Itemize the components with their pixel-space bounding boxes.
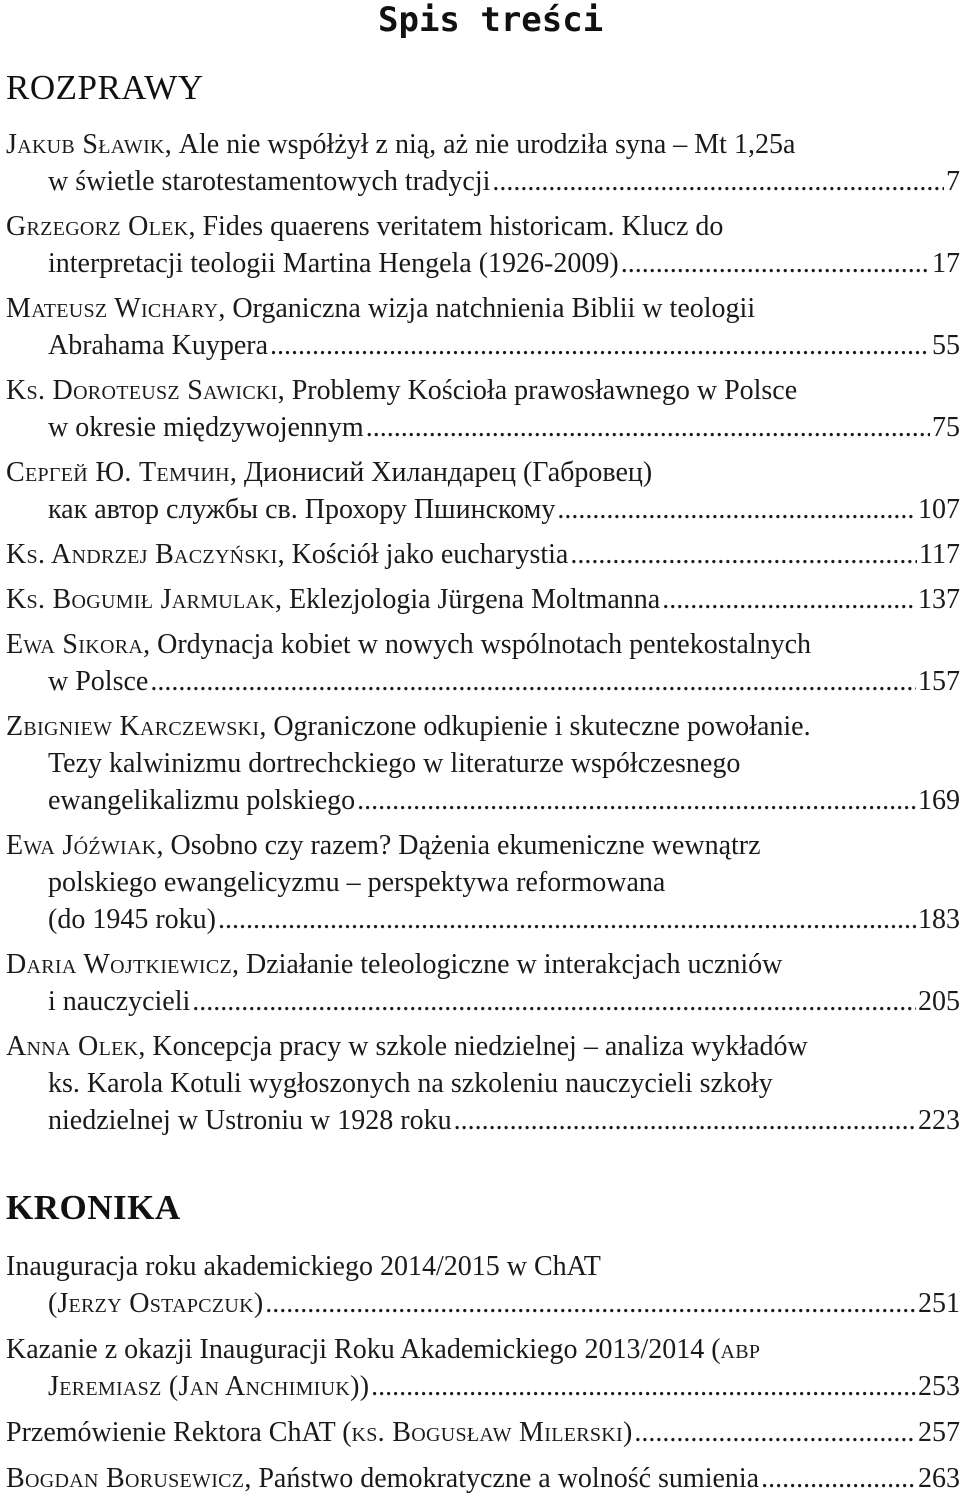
entry-title-line: polskiego ewangelicyzmu – perspektywa reformowana — [48, 867, 666, 898]
entry-title-line: Fides quaerens veritatem historicam. Klucz do — [202, 211, 724, 242]
entry-title-line: Osobno czy razem? Dążenia ekumeniczne wewnątrz — [170, 830, 761, 861]
entry-title-line: w okresie międzywojennym — [48, 412, 364, 443]
entry-title-line: i nauczycieli — [48, 986, 191, 1017]
leader-dots — [150, 663, 916, 700]
entry-title-line: niedzielnej w Ustroniu w 1928 roku — [48, 1105, 452, 1136]
entry-page-number: 107 — [918, 494, 960, 525]
section-heading-rozprawy: ROZPRAWY — [6, 68, 204, 107]
toc-entry[interactable] — [6, 290, 960, 364]
entry-title-line: Organiczna wizja natchnienia Biblii w teologii — [232, 293, 756, 324]
rozprawy-entries — [0, 126, 960, 1147]
entry-title-line: Ograniczone odkupienie i skuteczne powołanie. — [273, 711, 811, 742]
leader-dots — [454, 1102, 916, 1139]
entry-author: Zbigniew Karczewski — [6, 711, 260, 742]
entry-author: Jakub Sławik — [6, 129, 165, 160]
toc-entry[interactable] — [6, 1248, 960, 1322]
leader-dots — [492, 163, 944, 200]
entry-separator: , — [232, 949, 246, 980]
entry-title-line: Działanie teleologiczne w interakcjach uczniów — [246, 949, 783, 980]
leader-dots — [557, 491, 916, 528]
page-title: Spis treści — [378, 0, 604, 40]
entry-title-line: Дионисий Хиландарец (Габровец) — [243, 457, 653, 488]
kronika-entries — [0, 1248, 960, 1506]
entry-title-line: Tezy kalwinizmu dortrechckiego w literaturze współczesnego — [48, 748, 741, 779]
entry-author: Ks. Bogumił Jarmulak — [6, 584, 276, 615]
toc-entry[interactable] — [6, 536, 960, 573]
leader-dots — [621, 245, 930, 282]
entry-page-number: 205 — [918, 986, 960, 1017]
entry-title: Państwo demokratyczne a wolność sumienia — [258, 1463, 760, 1494]
entry-title-line: Ordynacja kobiet w nowych wspólnotach pentekostalnych — [157, 629, 812, 660]
entry-title-line: w Polsce — [48, 666, 149, 697]
entry-page-number: 157 — [918, 666, 960, 697]
toc-entry[interactable] — [6, 126, 960, 200]
entry-paren: ( — [48, 1288, 58, 1319]
leader-dots — [371, 1368, 916, 1405]
entry-page-number: 17 — [932, 248, 960, 279]
leader-dots — [192, 983, 916, 1020]
entry-page-number: 183 — [918, 904, 960, 935]
toc-entry[interactable] — [6, 1331, 960, 1405]
toc-entry[interactable] — [6, 626, 960, 700]
leader-dots — [570, 536, 917, 573]
entry-page-number: 263 — [918, 1463, 960, 1494]
entry-title: Przemówienie Rektora ChAT ( — [6, 1417, 352, 1448]
entry-author: Ewa Jóźwiak — [6, 830, 157, 861]
entry-separator: , — [275, 584, 290, 615]
entry-page-number: 223 — [918, 1105, 960, 1136]
entry-separator: , — [259, 711, 274, 742]
entry-title-line: как автор службы св. Прохору Пшинскому — [48, 494, 556, 525]
entry-author: Сергей Ю. Темчин — [6, 457, 230, 488]
leader-dots — [366, 409, 930, 446]
leader-dots — [218, 901, 916, 938]
entry-author: Ks. Andrzej Baczyński — [6, 539, 278, 570]
entry-author: Bogdan Borusewicz — [6, 1463, 245, 1494]
entry-title: Inauguracja roku akademickiego 2014/2015 w ChAT — [6, 1251, 601, 1282]
entry-title-line: Abrahama Kuypera — [48, 330, 269, 361]
entry-title-line: interpretacji teologii Martina Hengela (1926-2009) — [48, 248, 619, 279]
entry-page-number: 55 — [932, 330, 960, 361]
leader-dots — [761, 1460, 916, 1497]
entry-title-line: Koncepcja pracy w szkole niedzielnej – analiza wykładów — [152, 1031, 808, 1062]
entry-page-number: 75 — [932, 412, 960, 443]
entry-separator: , — [244, 1463, 259, 1494]
entry-page-number: 137 — [918, 584, 960, 615]
entry-separator: , — [277, 375, 292, 406]
entry-page-number: 7 — [946, 166, 960, 197]
toc-entry[interactable] — [6, 581, 960, 618]
entry-page-number: 257 — [918, 1417, 960, 1448]
leader-dots — [270, 327, 930, 364]
entry-title-line: ewangelikalizmu polskiego — [48, 785, 356, 816]
toc-entry[interactable] — [6, 827, 960, 938]
entry-title-line: (do 1945 roku) — [48, 904, 216, 935]
toc-entry[interactable] — [6, 708, 960, 819]
entry-page-number: 251 — [918, 1288, 960, 1319]
entry-author-title: abp — [720, 1334, 761, 1365]
entry-separator: , — [218, 293, 233, 324]
entry-page-number: 253 — [918, 1371, 960, 1402]
toc-entry[interactable] — [6, 454, 960, 528]
entry-author: Mateusz Wichary — [6, 293, 219, 324]
entry-title-line: w świetle starotestamentowych tradycji — [48, 166, 491, 197]
entry-author: ks. Bogusław Milerski — [351, 1417, 624, 1448]
toc-entry[interactable] — [6, 372, 960, 446]
toc-entry[interactable] — [6, 1028, 960, 1139]
toc-entry[interactable] — [6, 1460, 960, 1497]
entry-separator: , — [188, 211, 203, 242]
entry-author: Anna Olek — [6, 1031, 139, 1062]
entry-paren: ) — [359, 1371, 370, 1402]
entry-author: Ks. Doroteusz Sawicki — [6, 375, 278, 406]
leader-dots — [265, 1285, 916, 1322]
entry-paren: ) — [253, 1288, 264, 1319]
entry-author: Jeremiasz (Jan Anchimiuk) — [48, 1371, 360, 1402]
entry-title: Kazanie z okazji Inauguracji Roku Akademickiego 2013/2014 ( — [6, 1334, 721, 1365]
toc-entry[interactable] — [6, 1414, 960, 1451]
entry-separator: , — [277, 539, 292, 570]
entry-paren: ) — [623, 1417, 633, 1448]
entry-separator: , — [229, 457, 244, 488]
entry-separator: , — [138, 1031, 153, 1062]
toc-entry[interactable] — [6, 946, 960, 1020]
entry-title-line: ks. Karola Kotuli wygłoszonych na szkoleniu nauczycieli szkoły — [48, 1068, 773, 1099]
entry-separator: , — [143, 629, 158, 660]
toc-entry[interactable] — [6, 208, 960, 282]
entry-separator: , — [164, 129, 179, 160]
entry-title-line: Kościół jako eucharystia — [291, 539, 569, 570]
leader-dots — [662, 581, 916, 618]
entry-author: Jerzy Ostapczuk — [57, 1288, 254, 1319]
entry-page-number: 117 — [919, 539, 960, 570]
entry-title-line: Problemy Kościoła prawosławnego w Polsce — [291, 375, 798, 406]
entry-page-number: 169 — [918, 785, 960, 816]
entry-author: Grzegorz Olek — [6, 211, 189, 242]
leader-dots — [634, 1414, 916, 1451]
entry-title-line: Ale nie współżył z nią, aż nie urodziła syna – Mt 1,25a — [178, 129, 796, 160]
entry-author: Daria Wojtkiewicz — [6, 949, 232, 980]
entry-title-line: Eklezjologia Jürgena Moltmanna — [289, 584, 661, 615]
entry-separator: , — [156, 830, 171, 861]
entry-author: Ewa Sikora — [6, 629, 144, 660]
leader-dots — [357, 782, 916, 819]
section-heading-kronika: KRONIKA — [6, 1188, 181, 1227]
